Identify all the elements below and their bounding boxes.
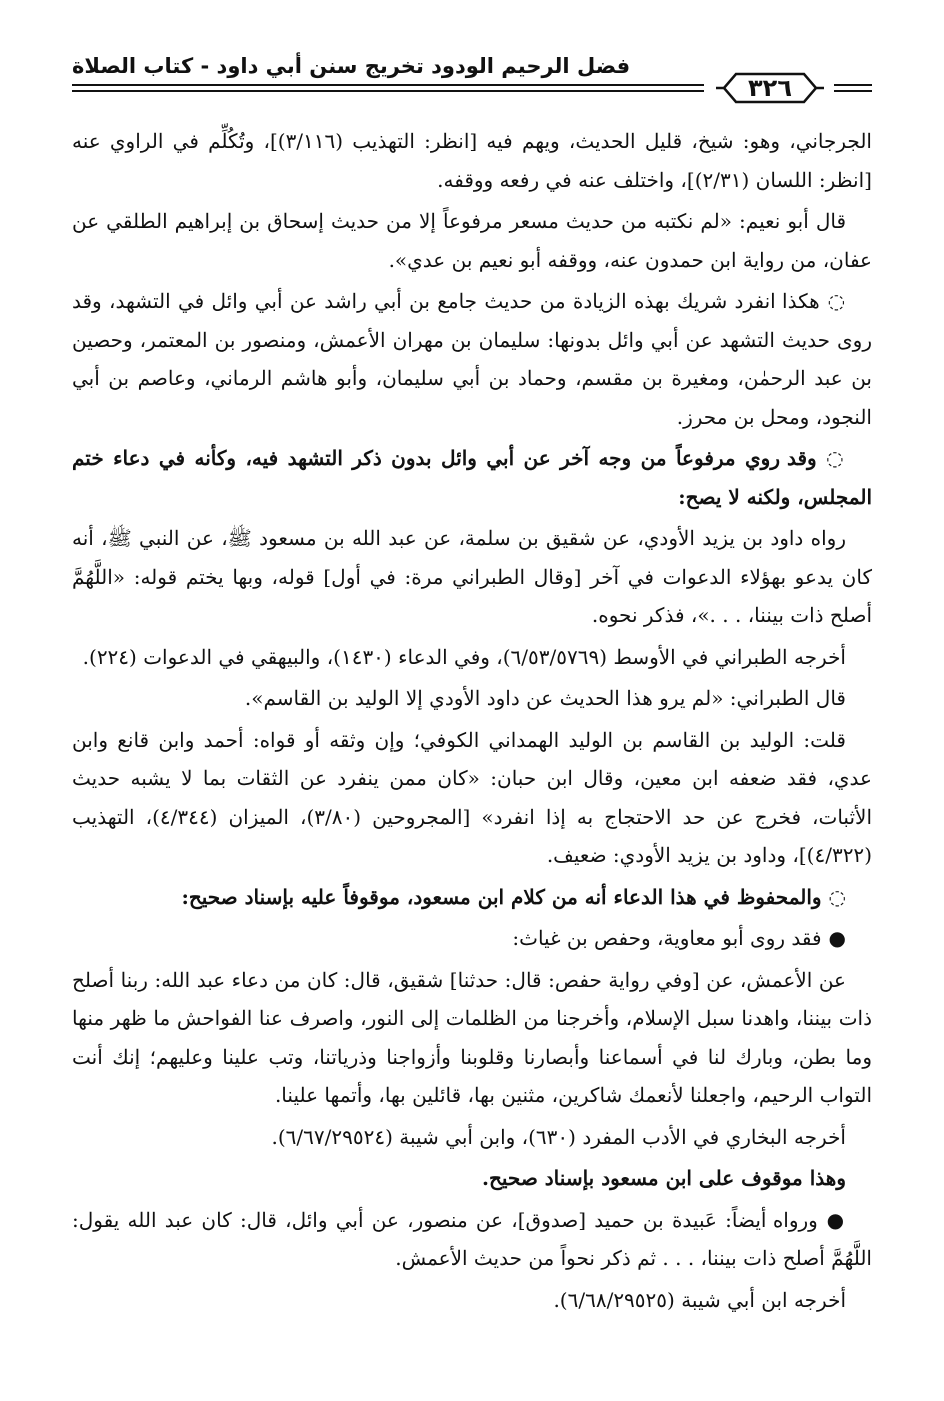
paragraph: [72, 519, 872, 635]
paragraph: [72, 202, 872, 279]
paragraph: [72, 1281, 872, 1320]
paragraph: [72, 721, 872, 875]
paragraph-text: قال أبو نعيم: «لم نكتبه من حديث مسعر مرفوعاً إلا من حديث إسحاق بن إبراهيم الطلقي عن عفان، من رواية ابن حمدون عنه، ووقفه أبو نعيم بن عدي».: [72, 209, 872, 272]
paragraph: [72, 679, 872, 718]
paragraph: [72, 282, 872, 436]
paragraph-text: وهذا موقوف على ابن مسعود بإسناد صحيح.: [482, 1166, 846, 1190]
page-number: ٣٢٦: [748, 74, 792, 102]
section-marker-icon: ◌: [816, 446, 846, 470]
paragraph-text: قلت: الوليد بن القاسم بن الوليد الهمداني الكوفي؛ وإن وثقه أو قواه: أحمد وابن قانع وابن عدي، فقد ضعفه ابن معين، وقال ابن حبان: «كان ممن ينفرد عن الثقات بما لا يشبه حديث الأثبات، فخرج عن حد الاحتجاج به إذا انفرد» [المجروحين (٣/٨٠)، الميزان (٤/٣٤٤)، التهذيب (٤/٣٢٢)]، وداود بن يزيد الأودي: ضعيف.: [72, 727, 872, 867]
paragraph-text: قال الطبراني: «لم يرو هذا الحديث عن داود الأودي إلا الوليد بن القاسم».: [244, 686, 846, 710]
section-marker-icon: ◌: [819, 289, 846, 313]
running-title: فضل الرحيم الودود تخريج سنن أبي داود - كتاب الصلاة: [72, 54, 631, 78]
paragraph: [72, 1201, 872, 1278]
paragraph: [72, 439, 872, 516]
paragraph: [72, 1118, 872, 1157]
paragraph-text: الجرجاني، وهو: شيخ، قليل الحديث، ويهم فيه [انظر: التهذيب (٣/١١٦)]، وتُكُلِّم في الراوي عنه [انظر: اللسان (٢/٣١)]، واختلف عنه في رفعه ووقفه.: [72, 129, 872, 192]
paragraph-text: أخرجه البخاري في الأدب المفرد (٦٣٠)، وابن أبي شيبة (٦/٦٧/٢٩٥٢٤).: [271, 1124, 846, 1149]
paragraph-text: والمحفوظ في هذا الدعاء أنه من كلام ابن مسعود، موقوفاً عليه بإسناد صحيح:: [181, 884, 822, 909]
paragraph-text: فقد روى أبو معاوية، وحفص بن غياث:: [512, 926, 822, 950]
paragraph: [72, 919, 872, 958]
paragraph: [72, 638, 872, 677]
paragraph: [72, 961, 872, 1115]
page-number-frame: [714, 70, 826, 106]
paragraph: [72, 122, 872, 199]
paragraph-text: رواه داود بن يزيد الأودي، عن شقيق بن سلمة، عن عبد الله بن مسعود ﷺ، عن النبي ﷺ، أنه كان يدعو بهؤلاء الدعوات في آخر [وقال الطبراني مرة: في أول] قوله، وبها يختم قوله: «اللَّهُمَّ أصلح ذات بيننا، . . .»، فذكر نحوه.: [72, 526, 872, 627]
section-marker-icon: ◌: [821, 884, 846, 909]
paragraph-text: هكذا انفرد شريك بهذه الزيادة من حديث جامع بن أبي راشد عن أبي وائل في التشهد، وقد روى حديث التشهد عن أبي وائل بدونها: سليمان بن مهران الأعمش، ومنصور بن المعتمر، وحصين بن عبد الرحمٰن، ومغيرة بن مقسم، وحماد بن أبي سليمان، وأبو هاشم الرماني، وعاصم بن أبي النجود، ومحل بن محرز.: [72, 289, 872, 429]
paragraph-text: وقد روي مرفوعاً من وجه آخر عن أبي وائل بدون ذكر التشهد فيه، وكأنه في دعاء ختم المجلس، ولكنه لا يصح:: [72, 446, 872, 509]
bullet-icon: ●: [821, 926, 846, 950]
paragraph-text: ورواه أيضاً: عَبيدة بن حميد [صدوق]، عن منصور، عن أبي وائل، قال: كان عبد الله يقول: اللَّهُمَّ أصلح ذات بيننا، . . . ثم ذكر نحواً من حديث الأعمش.: [72, 1207, 872, 1270]
bullet-icon: ●: [817, 1207, 846, 1232]
paragraph: [72, 1159, 872, 1198]
paragraph: [72, 878, 872, 917]
paragraph-text: أخرجه ابن أبي شيبة (٦/٦٨/٢٩٥٢٥).: [553, 1287, 846, 1312]
page-header: [72, 48, 872, 106]
paragraph-text: عن الأعمش، عن [وفي رواية حفص: قال: حدثنا] شقيق، قال: كان من دعاء عبد الله: ربنا أصلح ذات بيننا، واهدنا سبل الإسلام، وأخرجنا من الظلمات إلى النور، واصرف عنا الفواحش ما ظهر منها وما بطن، وبارك لنا في أسماعنا وأبصارنا وقلوبنا وأزواجنا وذرياتنا، وتب علينا وعليهم؛ إنك أنت التواب الرحيم، واجعلنا لأنعمك شاكرين، مثنين بها، قائلين بها، وأتمها علينا.: [72, 967, 872, 1107]
page-body: [72, 122, 872, 1322]
paragraph-text: أخرجه الطبراني في الأوسط (٦/٥٣/٥٧٦٩)، وفي الدعاء (١٤٣٠)، والبيهقي في الدعوات (٢٢٤).: [82, 644, 846, 669]
